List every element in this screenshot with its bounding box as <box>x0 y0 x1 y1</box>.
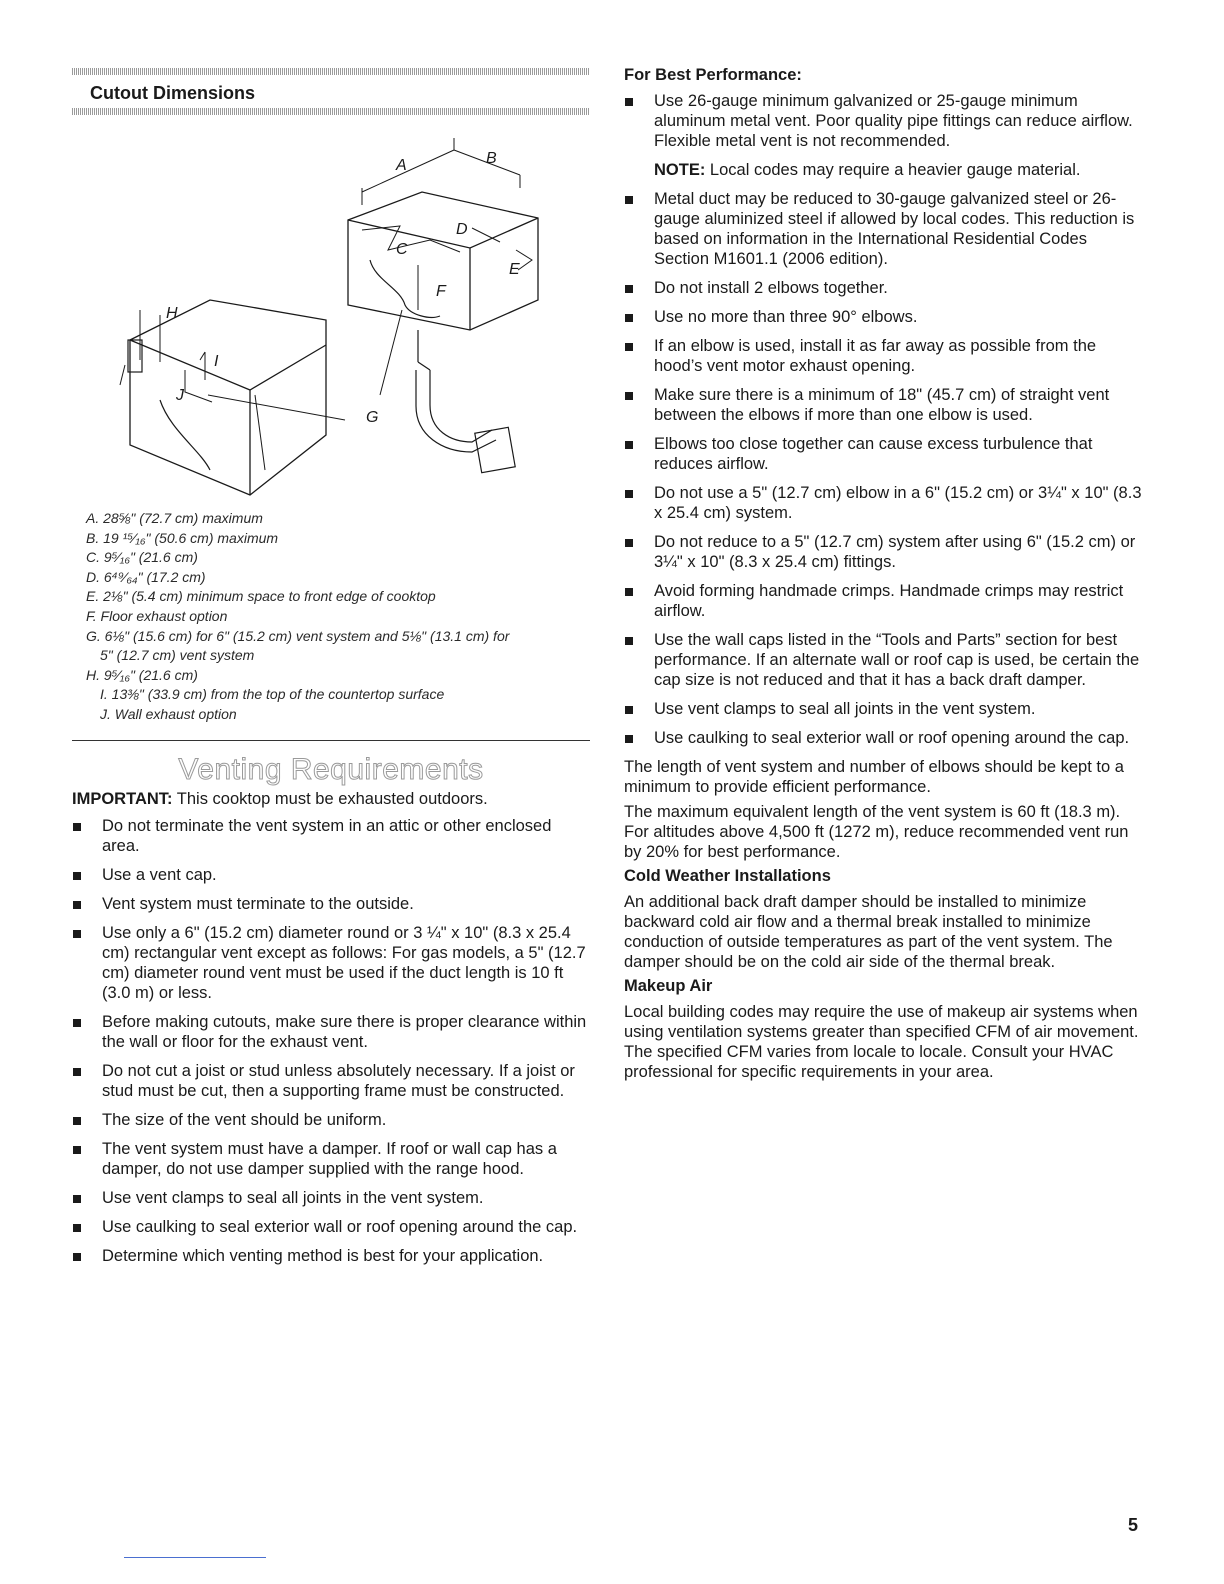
left-cabinet <box>130 300 326 495</box>
list-item: Vent system must terminate to the outside. <box>72 894 590 914</box>
cutout-dimensions-section <box>72 68 590 115</box>
list-item: Use the wall caps listed in the “Tools and Parts” section for best performance. If an alternate wall or roof cap is used, be certain the cap size is not reduced and that it has a back draft damper. <box>624 630 1144 690</box>
venting-requirements-title: Venting Requirements <box>178 753 484 786</box>
list-item: Metal duct may be reduced to 30-gauge galvanized steel or 26-gauge aluminized steel if allowed by local codes. This reduction is based on information in the International Residential Codes Section M1601.1 (2006 edition). <box>624 189 1144 269</box>
dimension-line-a <box>362 138 454 205</box>
label-f: F <box>436 283 446 300</box>
list-item: The vent system must have a damper. If roof or wall cap has a damper, do not use damper supplied with the range hood. <box>72 1139 590 1179</box>
list-item: Use caulking to seal exterior wall or roof opening around the cap. <box>624 728 1144 748</box>
label-i: I <box>214 353 219 370</box>
floor-vent-pipe <box>418 330 492 442</box>
list-item: Use caulking to seal exterior wall or roof opening around the cap. <box>72 1217 590 1237</box>
legend-item: E. 2⅛" (5.4 cm) minimum space to front edge of cooktop <box>86 588 436 605</box>
list-item: Elbows too close together can cause excess turbulence that reduces airflow. <box>624 434 1144 474</box>
header-rule-top <box>72 68 590 75</box>
right-column <box>624 66 1144 1087</box>
list-item: Use only a 6" (15.2 cm) diameter round or 3 ¼" x 10" (8.3 x 25.4 cm) rectangular vent except as follows: For gas models, a 5" (12.7 cm) diameter round vent must be used if the duct length is 10 ft (3.0 m) or less. <box>72 923 590 1003</box>
label-e: E <box>509 261 520 278</box>
label-c: C <box>396 241 408 258</box>
important-text: This cooktop must be exhausted outdoors. <box>172 790 488 808</box>
makeup-air-paragraph: Local building codes may require the use of makeup air systems when using ventilation systems greater than specified CFM of air movement. The specified CFM varies from locale to locale. Consult your HVAC professional for specific requirements in your area. <box>624 1003 1139 1081</box>
list-item: Determine which venting method is best for your application. <box>72 1246 590 1266</box>
note-label: NOTE: <box>654 161 706 179</box>
cutout-diagram <box>100 130 540 500</box>
dimension-legend <box>86 509 586 725</box>
legend-item: D. 6⁴⁹⁄₆₄" (17.2 cm) <box>86 568 206 585</box>
list-item: Use 26-gauge minimum galvanized or 25-gauge minimum aluminum metal vent. Poor quality pipe fittings can reduce airflow. Flexible metal vent is not recommended. <box>624 91 1144 151</box>
label-g: G <box>366 409 379 426</box>
cold-weather-heading: Cold Weather Installations <box>624 867 831 885</box>
makeup-air-heading: Makeup Air <box>624 977 713 995</box>
list-item: Do not use a 5" (12.7 cm) elbow in a 6" (15.2 cm) or 3¼" x 10" (8.3 x 25.4 cm) system. <box>624 483 1144 523</box>
list-item: Do not reduce to a 5" (12.7 cm) system after using 6" (15.2 cm) or 3¼" x 10" (8.3 x 25.4 cm) fittings. <box>624 532 1144 572</box>
label-a: A <box>396 157 407 174</box>
gauge-note <box>654 160 1144 180</box>
best-performance-heading: For Best Performance: <box>624 66 802 84</box>
list-item: Use vent clamps to seal all joints in the vent system. <box>624 699 1144 719</box>
legend-item: F. Floor exhaust option <box>86 607 228 624</box>
important-label: IMPORTANT: <box>72 790 173 808</box>
label-j: J <box>176 387 184 404</box>
list-item: The size of the vent should be uniform. <box>72 1110 590 1130</box>
list-item: Do not terminate the vent system in an attic or other enclosed area. <box>72 816 590 856</box>
list-item: Make sure there is a minimum of 18" (45.7 cm) of straight vent between the elbows if more than one elbow is used. <box>624 385 1144 425</box>
max-length-paragraph: The maximum equivalent length of the vent system is 60 ft (18.3 m). For altitudes above 4,500 ft (1272 m), reduce recommended vent run by 20% for best performance. <box>624 803 1129 861</box>
list-item: Before making cutouts, make sure there is proper clearance within the wall or floor for the exhaust vent. <box>72 1012 590 1052</box>
list-item: Do not cut a joist or stud unless absolutely necessary. If a joist or stud must be cut, then a supporting frame must be constructed. <box>72 1061 590 1101</box>
wall-cap <box>475 427 515 472</box>
legend-item: 5" (12.7 cm) vent system <box>100 647 255 664</box>
footer-rule <box>124 1557 266 1558</box>
label-h: H <box>166 305 178 322</box>
header-rule-bottom <box>72 108 590 115</box>
list-item: Do not install 2 elbows together. <box>624 278 1144 298</box>
label-b: B <box>486 150 497 167</box>
section-divider <box>72 740 590 741</box>
list-item: Use no more than three 90° elbows. <box>624 307 1144 327</box>
legend-item: H. 9⁵⁄₁₆" (21.6 cm) <box>86 666 198 683</box>
legend-item: A. 28⅝" (72.7 cm) maximum <box>86 510 263 526</box>
cutout-dimensions-title: Cutout Dimensions <box>90 83 255 103</box>
label-d: D <box>456 221 468 238</box>
legend-item: B. 19 ¹⁵⁄₁₆" (50.6 cm) maximum <box>86 529 279 546</box>
vent-length-paragraph: The length of vent system and number of elbows should be kept to a minimum to provide efficient performance. <box>624 758 1124 796</box>
best-performance-list <box>624 91 1144 151</box>
list-item: If an elbow is used, install it as far away as possible from the hood’s vent motor exhaust opening. <box>624 336 1144 376</box>
legend-item: G. 6⅛" (15.6 cm) for 6" (15.2 cm) vent system and 5⅛" (13.1 cm) for <box>86 627 510 644</box>
important-note <box>72 790 590 809</box>
page-number: 5 <box>1128 1515 1139 1535</box>
note-text: Local codes may require a heavier gauge material. <box>705 161 1081 179</box>
venting-requirements-list <box>72 816 590 1275</box>
list-item: Use vent clamps to seal all joints in the vent system. <box>72 1188 590 1208</box>
best-performance-list-continued <box>624 189 1144 748</box>
legend-item: I. 13⅜" (33.9 cm) from the top of the countertop surface <box>100 686 445 703</box>
cold-weather-paragraph: An additional back draft damper should be installed to minimize backward cold air flow and a thermal break installed to minimize conduction of outside temperatures as part of the vent system. The damper should be on the cold air side of the thermal break. <box>624 893 1113 971</box>
list-item: Use a vent cap. <box>72 865 590 885</box>
legend-item: J. Wall exhaust option <box>100 705 237 722</box>
legend-item: C. 9⁵⁄₁₆" (21.6 cm) <box>86 549 198 566</box>
list-item: Avoid forming handmade crimps. Handmade crimps may restrict airflow. <box>624 581 1144 621</box>
